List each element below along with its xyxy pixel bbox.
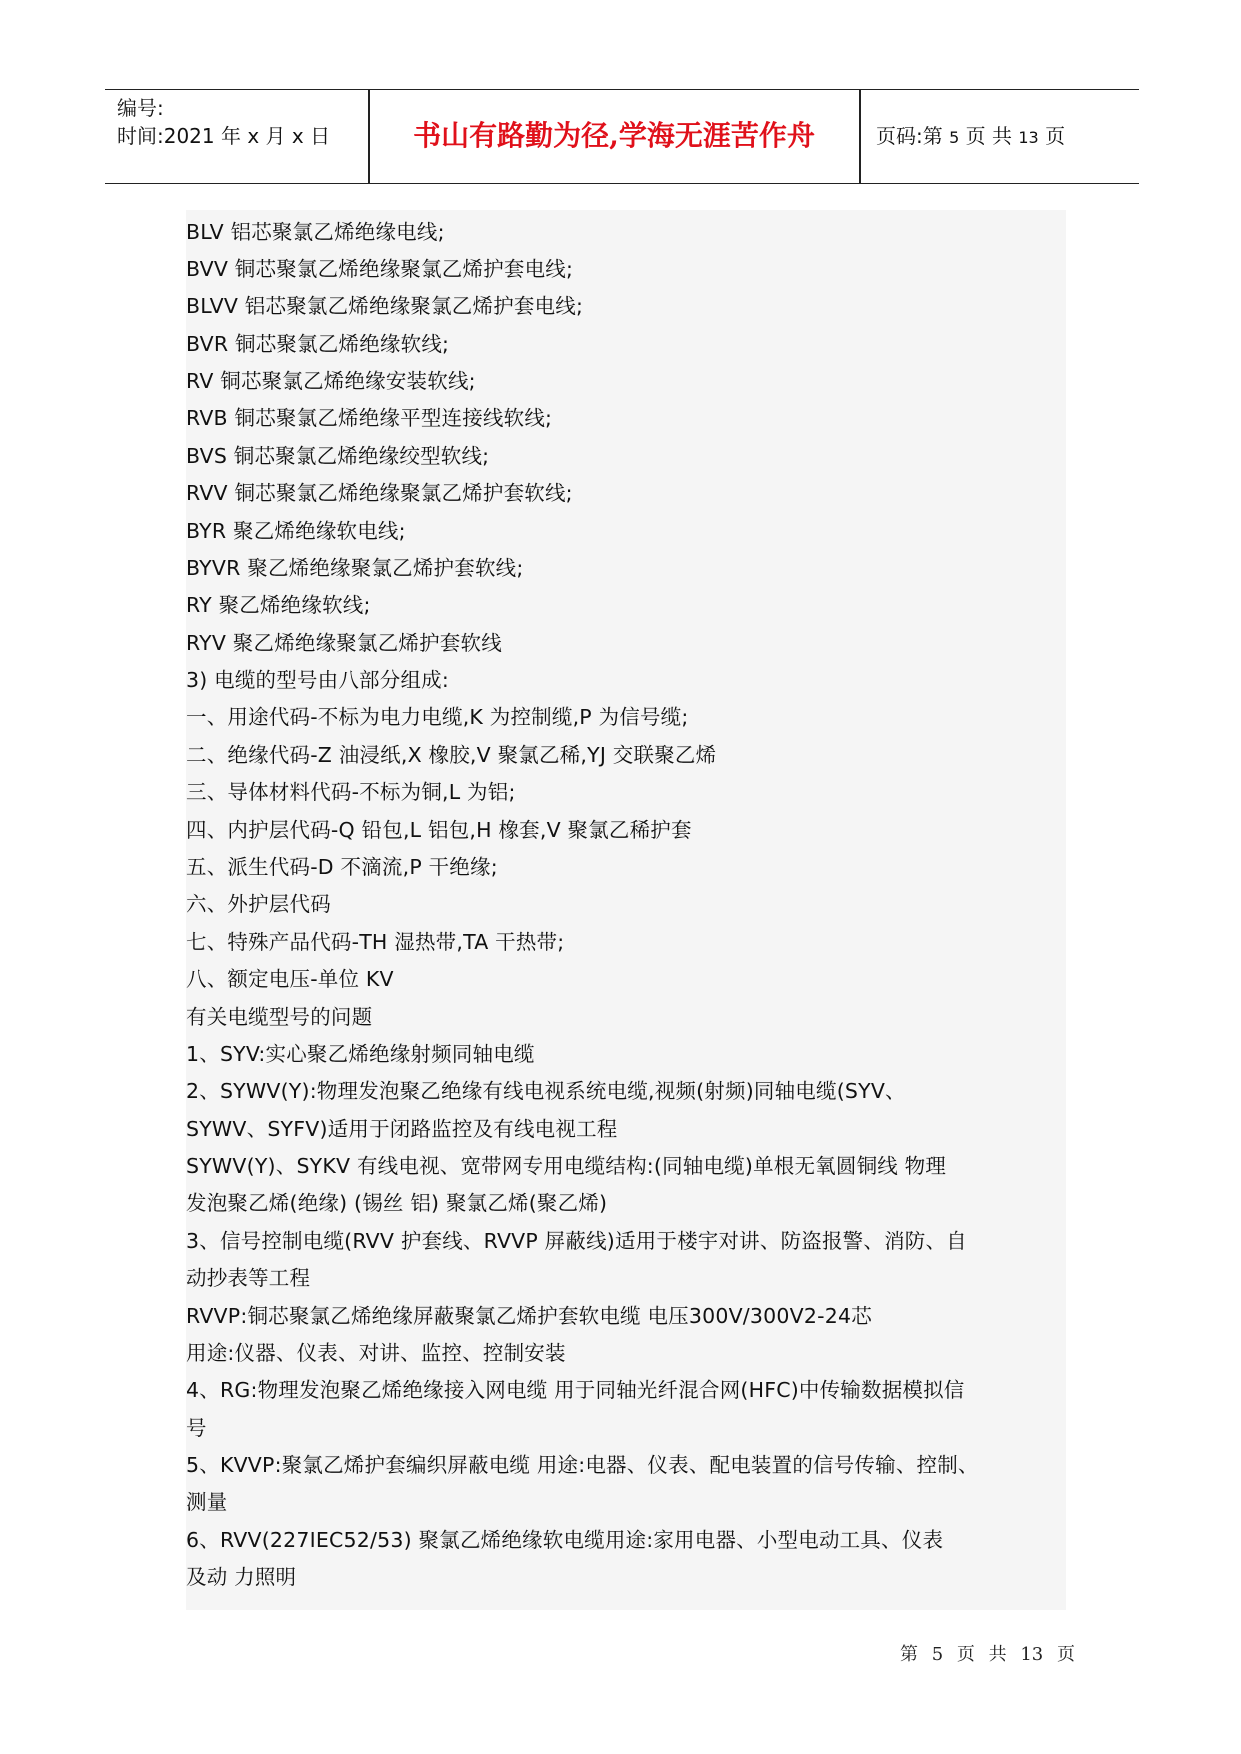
- text-line: RVVP:铜芯聚氯乙烯绝缘屏蔽聚氯乙烯护套软电缆 电压300V/300V2-24芯: [186, 1304, 872, 1328]
- text-line: 及动 力照明: [186, 1565, 297, 1589]
- page-end-label: 页: [1045, 124, 1066, 148]
- text-line: 四、内护层代码-Q 铅包,L 铝包,H 橡套,V 聚氯乙稀护套: [186, 818, 692, 842]
- header-meta: [117, 94, 330, 150]
- text-line: RVB 铜芯聚氯乙烯绝缘平型连接线软线;: [186, 406, 553, 430]
- document-time: 时间:2021 年 x 月 x 日: [117, 124, 331, 148]
- text-line: 用途:仪器、仪表、对讲、监控、控制安装: [186, 1341, 566, 1365]
- text-line: 八、额定电压-单位 KV: [186, 967, 394, 991]
- text-line: BVS 铜芯聚氯乙烯绝缘绞型软线;: [186, 444, 490, 468]
- text-line: 1、SYV:实心聚乙烯绝缘射频同轴电缆: [186, 1042, 535, 1066]
- text-line: 3、信号控制电缆(RVV 护套线、RVVP 屏蔽线)适用于楼宇对讲、防盗报警、消防、自: [186, 1229, 967, 1253]
- text-line: RY 聚乙烯绝缘软线;: [186, 593, 371, 617]
- page-mid-label: 页 共: [965, 124, 1013, 148]
- text-line: BLVV 铝芯聚氯乙烯绝缘聚氯乙烯护套电线;: [186, 294, 584, 318]
- text-line: RVV 铜芯聚氯乙烯绝缘聚氯乙烯护套软线;: [186, 481, 573, 505]
- text-line: BYR 聚乙烯绝缘软电线;: [186, 519, 406, 543]
- text-line: 七、特殊产品代码-TH 湿热带,TA 干热带;: [186, 930, 565, 954]
- header-page-indicator: [876, 122, 1065, 152]
- header-motto: 书山有路勤为径,学海无涯苦作舟: [413, 119, 815, 152]
- text-line: 4、RG:物理发泡聚乙烯绝缘接入网电缆 用于同轴光纤混合网(HFC)中传输数据模拟信: [186, 1378, 965, 1402]
- text-line: 有关电缆型号的问题: [186, 1005, 373, 1029]
- text-line: 6、RVV(227IEC52/53) 聚氯乙烯绝缘软电缆用途:家用电器、小型电动工具、仪表: [186, 1528, 944, 1552]
- text-line: 号: [186, 1416, 207, 1440]
- page-number: 5: [949, 128, 960, 147]
- header-divider: [859, 90, 861, 183]
- text-line: 六、外护层代码: [186, 892, 331, 916]
- page-footer: 第 5 页 共 13 页: [900, 1644, 1075, 1665]
- document-number-label: 编号:: [117, 96, 164, 120]
- text-line: 动抄表等工程: [186, 1266, 311, 1290]
- text-line: BYVR 聚乙烯绝缘聚氯乙烯护套软线;: [186, 556, 524, 580]
- text-line: RV 铜芯聚氯乙烯绝缘安装软线;: [186, 369, 476, 393]
- text-line: BLV 铝芯聚氯乙烯绝缘电线;: [186, 220, 445, 244]
- text-line: 3) 电缆的型号由八部分组成:: [186, 668, 449, 692]
- text-line: 测量: [186, 1490, 228, 1514]
- document-body: [186, 210, 1066, 1610]
- page-total: 13: [1018, 128, 1039, 147]
- text-line: BVR 铜芯聚氯乙烯绝缘软线;: [186, 332, 450, 356]
- text-line: 三、导体材料代码-不标为铜,L 为铝;: [186, 780, 516, 804]
- page-label: 页码:第: [876, 124, 943, 148]
- text-line: BVV 铜芯聚氯乙烯绝缘聚氯乙烯护套电线;: [186, 257, 574, 281]
- text-line: SYWV(Y)、SYKV 有线电视、宽带网专用电缆结构:(同轴电缆)单根无氧圆铜线 物理: [186, 1154, 947, 1178]
- text-line: 发泡聚乙烯(绝缘) (锡丝 铝) 聚氯乙烯(聚乙烯): [186, 1191, 608, 1215]
- text-line: 2、SYWV(Y):物理发泡聚乙绝缘有线电视系统电缆,视频(射频)同轴电缆(SYV、: [186, 1079, 906, 1103]
- text-line: SYWV、SYFV)适用于闭路监控及有线电视工程: [186, 1117, 618, 1141]
- page-header: [105, 89, 1139, 184]
- text-line: 五、派生代码-D 不滴流,P 干绝缘;: [186, 855, 498, 879]
- text-line: RYV 聚乙烯绝缘聚氯乙烯护套软线: [186, 631, 502, 655]
- text-line: 二、绝缘代码-Z 油浸纸,X 橡胶,V 聚氯乙稀,YJ 交联聚乙烯: [186, 743, 717, 767]
- text-line: 5、KVVP:聚氯乙烯护套编织屏蔽电缆 用途:电器、仪表、配电装置的信号传输、控制、: [186, 1453, 979, 1477]
- text-line: 一、用途代码-不标为电力电缆,K 为控制缆,P 为信号缆;: [186, 705, 689, 729]
